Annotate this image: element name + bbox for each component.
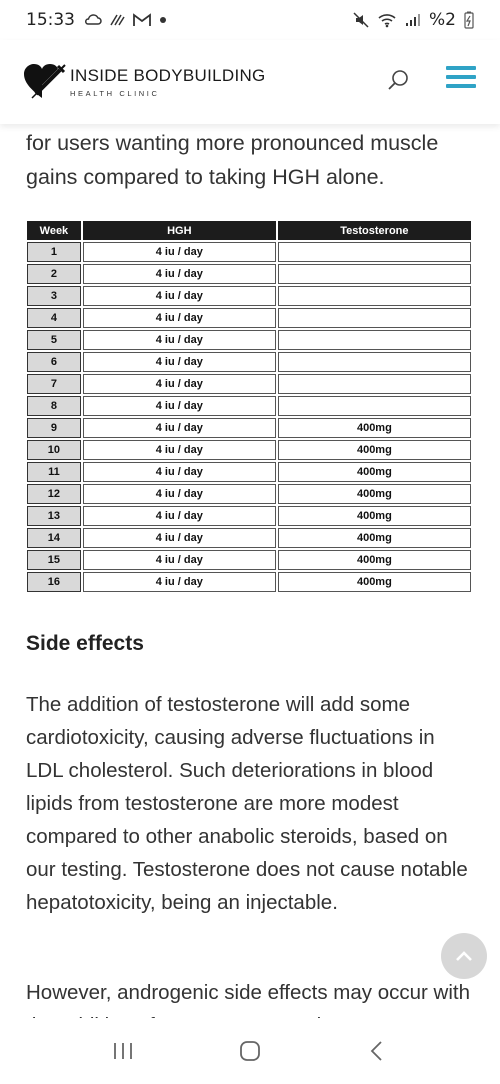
table-row	[27, 418, 471, 438]
table-row	[27, 352, 471, 372]
week-cell: 12	[27, 484, 81, 504]
testosterone-cell: 400mg	[278, 484, 471, 504]
hgh-cell: 4 iu / day	[83, 308, 276, 328]
testosterone-cell	[278, 242, 471, 262]
battery-charging-icon	[464, 11, 474, 29]
chevron-up-icon	[454, 949, 474, 963]
back-chevron-icon	[369, 1040, 385, 1062]
testosterone-cell	[278, 396, 471, 416]
site-logo[interactable]	[22, 60, 266, 104]
testosterone-cell	[278, 286, 471, 306]
testosterone-cell	[278, 330, 471, 350]
battery-percent: %2	[429, 10, 456, 30]
recent-apps-icon	[112, 1041, 134, 1061]
home-button[interactable]	[230, 1031, 270, 1071]
menu-bar-icon	[446, 66, 476, 70]
status-left-icons	[85, 13, 167, 27]
week-cell: 3	[27, 286, 81, 306]
week-cell: 1	[27, 242, 81, 262]
table-row	[27, 264, 471, 284]
week-cell: 14	[27, 528, 81, 548]
testosterone-cell	[278, 352, 471, 372]
table-header-row	[27, 221, 471, 240]
week-cell: 6	[27, 352, 81, 372]
hgh-cell: 4 iu / day	[83, 440, 276, 460]
logo-title: INSIDE BODYBUILDING	[70, 66, 266, 85]
hgh-cell: 4 iu / day	[83, 550, 276, 570]
logo-subtitle: HEALTH CLINIC	[70, 89, 160, 98]
hgh-cell: 4 iu / day	[83, 396, 276, 416]
menu-bar-icon	[446, 75, 476, 79]
table-row	[27, 528, 471, 548]
intro-paragraph: for users wanting more pronounced muscle gains compared to taking HGH alone.	[26, 131, 439, 189]
col-header-hgh: HGH	[83, 221, 276, 240]
testosterone-cell: 400mg	[278, 528, 471, 548]
testosterone-cell: 400mg	[278, 418, 471, 438]
table-row	[27, 308, 471, 328]
table-row	[27, 550, 471, 570]
hgh-cell: 4 iu / day	[83, 484, 276, 504]
col-header-week: Week	[27, 221, 81, 240]
testosterone-cell: 400mg	[278, 506, 471, 526]
table-row	[27, 374, 471, 394]
week-cell: 11	[27, 462, 81, 482]
week-cell: 15	[27, 550, 81, 570]
week-cell: 2	[27, 264, 81, 284]
hgh-cell: 4 iu / day	[83, 506, 276, 526]
hamburger-menu-button[interactable]	[446, 66, 476, 88]
testosterone-cell	[278, 308, 471, 328]
gmail-icon	[133, 13, 151, 27]
week-cell: 10	[27, 440, 81, 460]
hgh-cell: 4 iu / day	[83, 286, 276, 306]
search-button[interactable]	[386, 68, 410, 92]
week-cell: 16	[27, 572, 81, 592]
cycle-schedule-table	[25, 219, 473, 594]
table-row	[27, 572, 471, 592]
status-right-icons	[353, 10, 474, 30]
week-cell: 4	[27, 308, 81, 328]
hgh-cell: 4 iu / day	[83, 418, 276, 438]
mute-icon	[353, 12, 369, 28]
testosterone-cell: 400mg	[278, 550, 471, 570]
table-row	[27, 506, 471, 526]
androgenic-paragraph: However, androgenic side effects may occur with	[26, 981, 471, 1004]
hgh-cell: 4 iu / day	[83, 374, 276, 394]
table-row	[27, 484, 471, 504]
hgh-cell: 4 iu / day	[83, 242, 276, 262]
heart-syringe-logo-icon	[22, 60, 66, 104]
hgh-cell: 4 iu / day	[83, 462, 276, 482]
table-row	[27, 440, 471, 460]
side-effects-paragraph: The addition of testosterone will add some cardiotoxicity, causing adverse fluctuations in LDL cholesterol. Such deteriorations in blood lipids from testosterone are more modest compared to other anabolic steroids, based on our testing. Testosterone does not cause notable hepatotoxicity, being an injectable.	[26, 693, 468, 914]
hgh-cell: 4 iu / day	[83, 330, 276, 350]
col-header-testosterone: Testosterone	[278, 221, 471, 240]
system-nav-bar	[0, 1018, 500, 1084]
table-row	[27, 396, 471, 416]
cloud-icon	[85, 14, 101, 26]
week-cell: 8	[27, 396, 81, 416]
testosterone-cell: 400mg	[278, 572, 471, 592]
cell-signal-icon	[405, 13, 421, 27]
week-cell: 9	[27, 418, 81, 438]
back-button[interactable]	[357, 1031, 397, 1071]
hgh-cell: 4 iu / day	[83, 352, 276, 372]
table-row	[27, 286, 471, 306]
testosterone-cell: 400mg	[278, 440, 471, 460]
wifi-icon	[377, 12, 397, 28]
recent-apps-button[interactable]	[103, 1031, 143, 1071]
hgh-cell: 4 iu / day	[83, 264, 276, 284]
hgh-cell: 4 iu / day	[83, 528, 276, 548]
status-bar	[0, 0, 500, 40]
status-time: 15:33	[26, 10, 75, 30]
week-cell: 13	[27, 506, 81, 526]
testosterone-cell	[278, 264, 471, 284]
home-icon	[239, 1040, 261, 1062]
table-row	[27, 462, 471, 482]
table-row	[27, 330, 471, 350]
testosterone-cell	[278, 374, 471, 394]
hgh-cell: 4 iu / day	[83, 572, 276, 592]
signal-strikes-icon	[109, 14, 125, 26]
week-cell: 5	[27, 330, 81, 350]
side-effects-heading: Side effects	[26, 632, 144, 655]
week-cell: 7	[27, 374, 81, 394]
site-header	[0, 40, 500, 124]
testosterone-cell: 400mg	[278, 462, 471, 482]
dot-icon	[159, 16, 167, 24]
search-icon	[386, 68, 410, 92]
scroll-to-top-button[interactable]	[441, 933, 487, 979]
menu-bar-icon	[446, 84, 476, 88]
table-row	[27, 242, 471, 262]
